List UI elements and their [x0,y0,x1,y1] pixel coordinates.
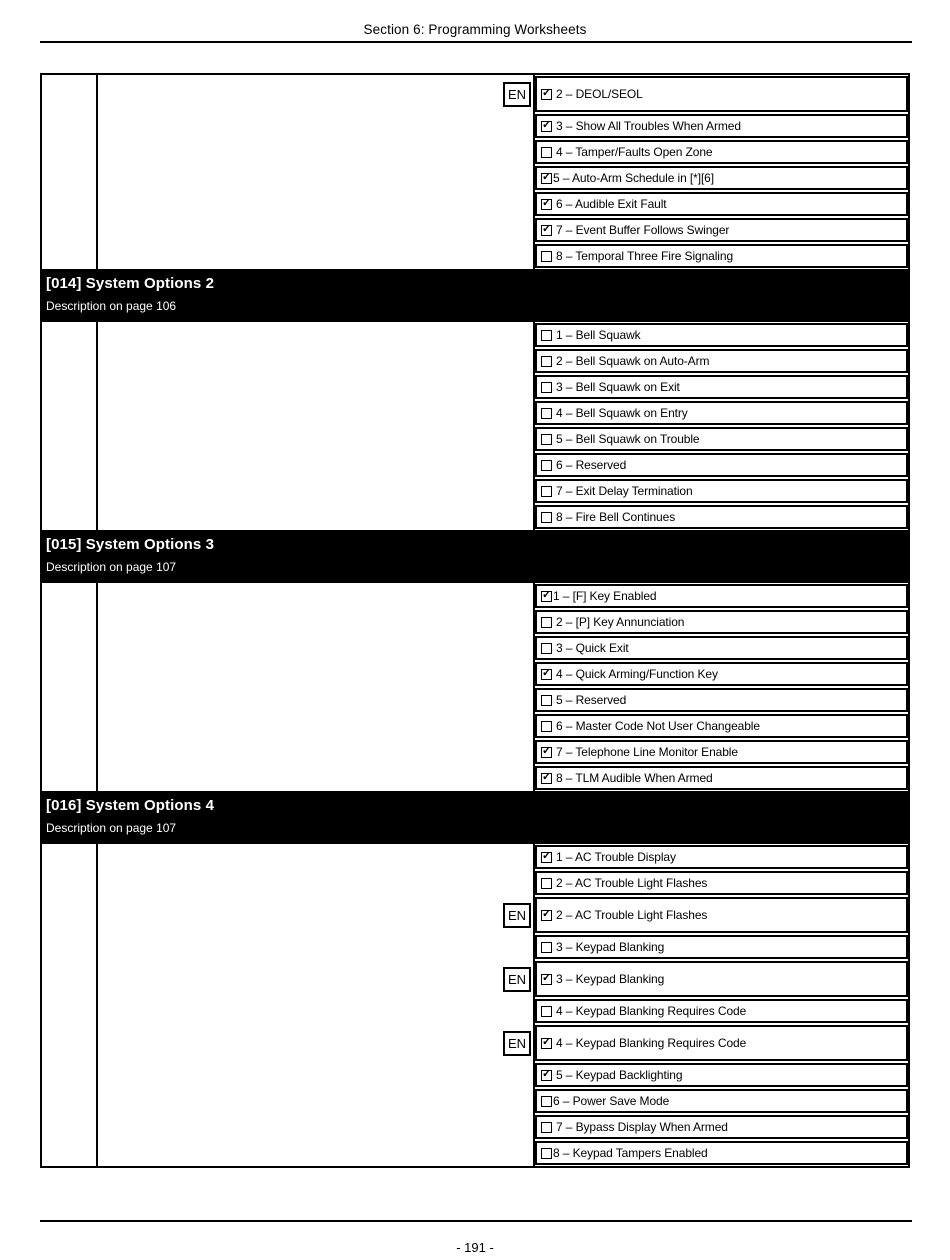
entry-cell [42,739,98,765]
notes-cell [98,1062,535,1088]
entry-cell [42,243,98,269]
checkbox-unchecked-icon [541,1006,552,1017]
notes-cell [98,504,535,530]
option-label: 3 – Bell Squawk on Exit [556,380,680,394]
checkbox-checked-icon [541,910,552,921]
option-box [535,244,908,268]
option-row [42,504,908,530]
notes-cell [98,713,535,739]
notes-cell [98,165,535,191]
entry-cell [42,426,98,452]
notes-cell [98,1140,535,1166]
checkbox-checked-icon [541,669,552,680]
checkbox-unchecked-icon [541,251,552,262]
checkbox-unchecked-icon [541,512,552,523]
option-cell [535,348,908,374]
checkbox-checked-icon [541,199,552,210]
option-cell [535,139,908,165]
option-box [535,140,908,164]
page-number: - 191 - [456,1240,494,1255]
en-badge: EN [503,82,531,107]
entry-cell [42,348,98,374]
option-box [535,610,908,634]
option-label: 1 – Bell Squawk [556,328,641,342]
entry-cell [42,713,98,739]
notes-cell [98,322,535,348]
section-description: Description on page 107 [46,821,177,835]
entry-cell [42,661,98,687]
option-label: 6 – Audible Exit Fault [556,197,667,211]
entry-cell [42,1024,98,1062]
option-row [42,934,908,960]
option-box [535,401,908,425]
entry-cell [42,217,98,243]
option-box [535,961,908,997]
section-header-bar [42,269,908,322]
header-rule [40,41,912,43]
option-label: 7 – Exit Delay Termination [556,484,693,498]
option-label: 6 – Reserved [556,458,627,472]
option-row [42,661,908,687]
notes-cell [98,870,535,896]
checkbox-unchecked-icon [541,1122,552,1133]
en-badge: EN [503,1031,531,1056]
notes-cell [98,374,535,400]
option-box [535,714,908,738]
section-title: [014] System Options 2 [46,275,215,292]
option-box [535,479,908,503]
option-label: 8 – Fire Bell Continues [556,510,676,524]
option-box [535,584,908,608]
option-cell [535,609,908,635]
notes-cell [98,426,535,452]
checkbox-checked-icon [541,591,552,602]
worksheet-table [40,73,910,1168]
entry-cell [42,870,98,896]
option-label: 1 – AC Trouble Display [556,850,676,864]
option-cell [535,75,908,113]
option-cell [535,165,908,191]
option-row [42,322,908,348]
option-row [42,243,908,269]
option-label: 6 – Master Code Not User Changeable [556,719,760,733]
checkbox-unchecked-icon [541,147,552,158]
checkbox-unchecked-icon [541,695,552,706]
checkbox-checked-icon [541,173,552,184]
option-row [42,960,908,998]
notes-cell [98,243,535,269]
notes-cell [98,1088,535,1114]
option-label: 8 – Keypad Tampers Enabled [553,1146,708,1160]
section-title: [015] System Options 3 [46,536,215,553]
option-cell [535,635,908,661]
section-title: [016] System Options 4 [46,797,215,814]
option-row [42,1024,908,1062]
entry-cell [42,583,98,609]
option-box [535,323,908,347]
option-cell [535,478,908,504]
notes-cell [98,348,535,374]
notes-cell [98,583,535,609]
checkbox-unchecked-icon [541,460,552,471]
section-header-bar [42,530,908,583]
option-cell [535,870,908,896]
option-row [42,478,908,504]
option-row [42,844,908,870]
option-row [42,998,908,1024]
option-box [535,1025,908,1061]
entry-cell [42,960,98,998]
checkbox-checked-icon [541,1070,552,1081]
option-label: 5 – Auto-Arm Schedule in [*][6] [553,171,714,185]
option-box [535,349,908,373]
entry-cell [42,609,98,635]
option-cell [535,1024,908,1062]
option-row [42,75,908,113]
option-box [535,1141,908,1165]
option-cell [535,844,908,870]
option-box [535,766,908,790]
notes-cell [98,1024,535,1062]
notes-cell [98,896,535,934]
option-label: 2 – AC Trouble Light Flashes [556,876,708,890]
entry-cell [42,1088,98,1114]
option-cell [535,687,908,713]
option-cell [535,1140,908,1166]
entry-cell [42,478,98,504]
option-label: 4 – Quick Arming/Function Key [556,667,718,681]
option-row [42,139,908,165]
checkbox-unchecked-icon [541,1148,552,1159]
option-row [42,739,908,765]
checkbox-unchecked-icon [541,942,552,953]
option-cell [535,400,908,426]
option-label: 4 – Tamper/Faults Open Zone [556,145,713,159]
option-row [42,687,908,713]
option-row [42,765,908,791]
en-badge: EN [503,903,531,928]
notes-cell [98,609,535,635]
option-row [42,635,908,661]
option-cell [535,1062,908,1088]
option-cell [535,217,908,243]
checkbox-unchecked-icon [541,878,552,889]
option-label: 8 – TLM Audible When Armed [556,771,713,785]
option-row [42,1140,908,1166]
option-box [535,166,908,190]
option-box [535,427,908,451]
option-label: 6 – Power Save Mode [553,1094,670,1108]
notes-cell [98,998,535,1024]
entry-cell [42,635,98,661]
option-label: 3 – Quick Exit [556,641,629,655]
checkbox-checked-icon [541,974,552,985]
option-box [535,114,908,138]
option-row [42,426,908,452]
option-cell [535,374,908,400]
checkbox-unchecked-icon [541,356,552,367]
option-box [535,505,908,529]
notes-cell [98,765,535,791]
option-box [535,662,908,686]
option-cell [535,765,908,791]
notes-cell [98,452,535,478]
option-label: 8 – Temporal Three Fire Signaling [556,249,734,263]
option-cell [535,661,908,687]
option-label: 1 – [F] Key Enabled [553,589,657,603]
option-cell [535,896,908,934]
section-header-bar [42,791,908,844]
option-label: 4 – Bell Squawk on Entry [556,406,688,420]
option-box [535,1089,908,1113]
notes-cell [98,960,535,998]
notes-cell [98,844,535,870]
option-row [42,1062,908,1088]
entry-cell [42,139,98,165]
checkbox-unchecked-icon [541,721,552,732]
option-cell [535,960,908,998]
notes-cell [98,478,535,504]
option-row [42,374,908,400]
checkbox-checked-icon [541,747,552,758]
notes-cell [98,75,535,113]
option-label: 2 – Bell Squawk on Auto-Arm [556,354,710,368]
option-cell [535,452,908,478]
section-description: Description on page 106 [46,299,177,313]
option-label: 7 – Bypass Display When Armed [556,1120,728,1134]
entry-cell [42,113,98,139]
option-label: 3 – Show All Troubles When Armed [556,119,741,133]
footer-rule [40,1220,912,1222]
option-box [535,999,908,1023]
option-box [535,688,908,712]
option-cell [535,739,908,765]
notes-cell [98,400,535,426]
option-label: 2 – [P] Key Annunciation [556,615,685,629]
option-box [535,76,908,112]
option-row [42,191,908,217]
notes-cell [98,113,535,139]
option-cell [535,243,908,269]
option-label: 2 – AC Trouble Light Flashes [556,908,708,922]
option-cell [535,934,908,960]
option-cell [535,998,908,1024]
option-cell [535,1114,908,1140]
option-row [42,165,908,191]
option-row [42,1088,908,1114]
option-cell [535,713,908,739]
option-label: 3 – Keypad Blanking [556,972,665,986]
entry-cell [42,400,98,426]
option-cell [535,1088,908,1114]
option-row [42,400,908,426]
option-row [42,1114,908,1140]
page-header-title: Section 6: Programming Worksheets [363,22,587,37]
option-row [42,583,908,609]
entry-cell [42,322,98,348]
entry-cell [42,1140,98,1166]
checkbox-unchecked-icon [541,617,552,628]
checkbox-unchecked-icon [541,330,552,341]
entry-cell [42,1114,98,1140]
option-label: 5 – Keypad Backlighting [556,1068,683,1082]
checkbox-unchecked-icon [541,486,552,497]
option-cell [535,583,908,609]
option-box [535,897,908,933]
option-box [535,192,908,216]
entry-cell [42,765,98,791]
notes-cell [98,139,535,165]
entry-cell [42,165,98,191]
en-badge: EN [503,967,531,992]
option-label: 7 – Event Buffer Follows Swinger [556,223,730,237]
checkbox-checked-icon [541,225,552,236]
checkbox-checked-icon [541,773,552,784]
entry-cell [42,374,98,400]
option-row [42,217,908,243]
notes-cell [98,191,535,217]
notes-cell [98,1114,535,1140]
option-box [535,375,908,399]
checkbox-unchecked-icon [541,434,552,445]
checkbox-unchecked-icon [541,1096,552,1107]
entry-cell [42,687,98,713]
option-box [535,871,908,895]
option-box [535,218,908,242]
option-row [42,452,908,478]
option-box [535,1115,908,1139]
option-box [535,935,908,959]
entry-cell [42,934,98,960]
checkbox-unchecked-icon [541,408,552,419]
option-box [535,453,908,477]
notes-cell [98,687,535,713]
option-box [535,1063,908,1087]
option-label: 4 – Keypad Blanking Requires Code [556,1004,747,1018]
checkbox-checked-icon [541,1038,552,1049]
entry-cell [42,452,98,478]
option-row [42,609,908,635]
checkbox-checked-icon [541,121,552,132]
option-box [535,740,908,764]
option-label: 5 – Reserved [556,693,627,707]
notes-cell [98,635,535,661]
notes-cell [98,934,535,960]
option-label: 5 – Bell Squawk on Trouble [556,432,700,446]
checkbox-unchecked-icon [541,643,552,654]
entry-cell [42,504,98,530]
option-label: 4 – Keypad Blanking Requires Code [556,1036,747,1050]
option-box [535,845,908,869]
option-row [42,870,908,896]
notes-cell [98,661,535,687]
checkbox-checked-icon [541,89,552,100]
option-label: 2 – DEOL/SEOL [556,87,643,101]
checkbox-checked-icon [541,852,552,863]
option-row [42,713,908,739]
option-cell [535,322,908,348]
entry-cell [42,191,98,217]
option-label: 7 – Telephone Line Monitor Enable [556,745,738,759]
option-cell [535,191,908,217]
entry-cell [42,75,98,113]
option-cell [535,504,908,530]
notes-cell [98,217,535,243]
entry-cell [42,998,98,1024]
option-row [42,113,908,139]
option-row [42,348,908,374]
checkbox-unchecked-icon [541,382,552,393]
notes-cell [98,739,535,765]
section-description: Description on page 107 [46,560,177,574]
option-box [535,636,908,660]
option-label: 3 – Keypad Blanking [556,940,665,954]
entry-cell [42,1062,98,1088]
entry-cell [42,844,98,870]
entry-cell [42,896,98,934]
option-cell [535,426,908,452]
option-row [42,896,908,934]
option-cell [535,113,908,139]
